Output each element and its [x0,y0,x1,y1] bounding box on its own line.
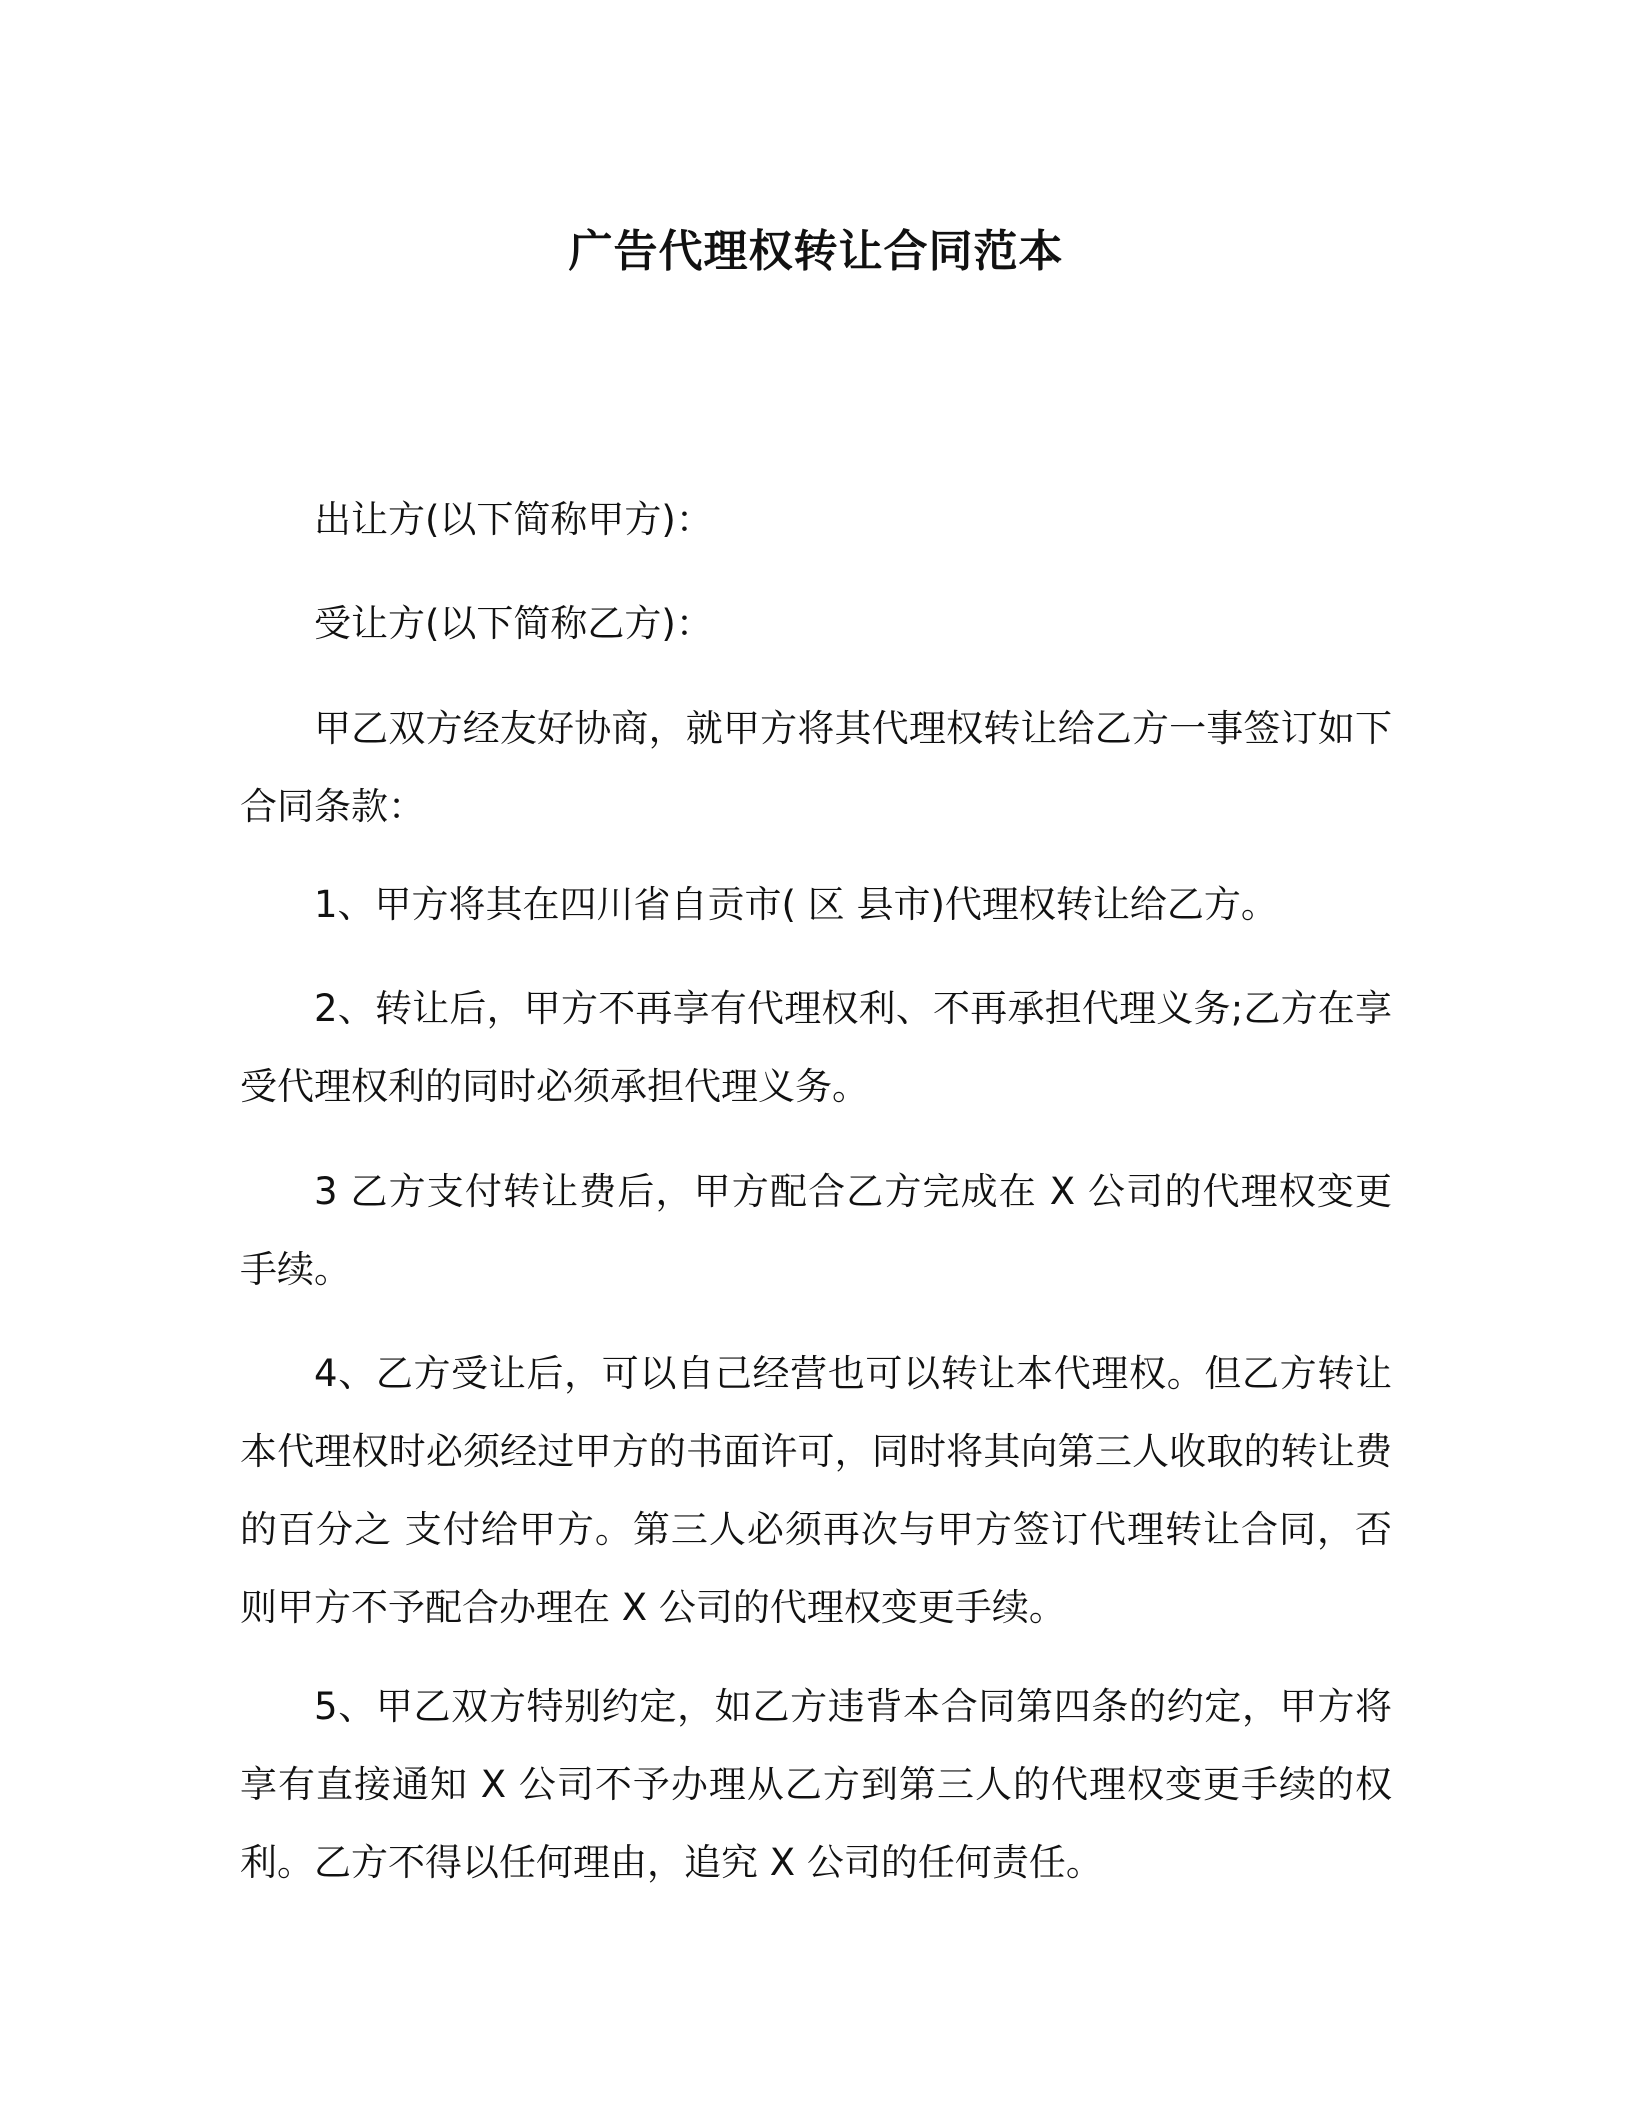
clause-5: 5、甲乙双方特别约定，如乙方违背本合同第四条的约定，甲方将享有直接通知 X 公司不予办理从乙方到第三人的代理权变更手续的权利。乙方不得以任何理由，追究 X 公司的任何责任。 [240,1685,1392,1884]
party-a-line: 出让方(以下简称甲方)： [314,498,713,541]
document-title: 广告代理权转让合同范本 [568,226,1064,277]
clause-4: 4、乙方受让后，可以自己经营也可以转让本代理权。但乙方转让本代理权时必须经过甲方的书面许可，同时将其向第三人收取的转让费的百分之 支付给甲方。第三人必须再次与甲方签订代理转让合同，否则甲方不予配合办理在 X 公司的代理权变更手续。 [240,1352,1392,1629]
clause-2: 2、转让后，甲方不再享有代理权利、不再承担代理义务;乙方在享受代理权利的同时必须承担代理义务。 [240,987,1392,1108]
clause-1: 1、甲方将其在四川省自贡市( 区 县市)代理权转让给乙方。 [314,883,1278,926]
clause-3: 3 乙方支付转让费后，甲方配合乙方完成在 X 公司的代理权变更手续。 [240,1170,1392,1291]
preamble-paragraph: 甲乙双方经友好协商，就甲方将其代理权转让给乙方一事签订如下合同条款： [240,707,1392,828]
party-b-line: 受让方(以下简称乙方)： [314,602,713,645]
